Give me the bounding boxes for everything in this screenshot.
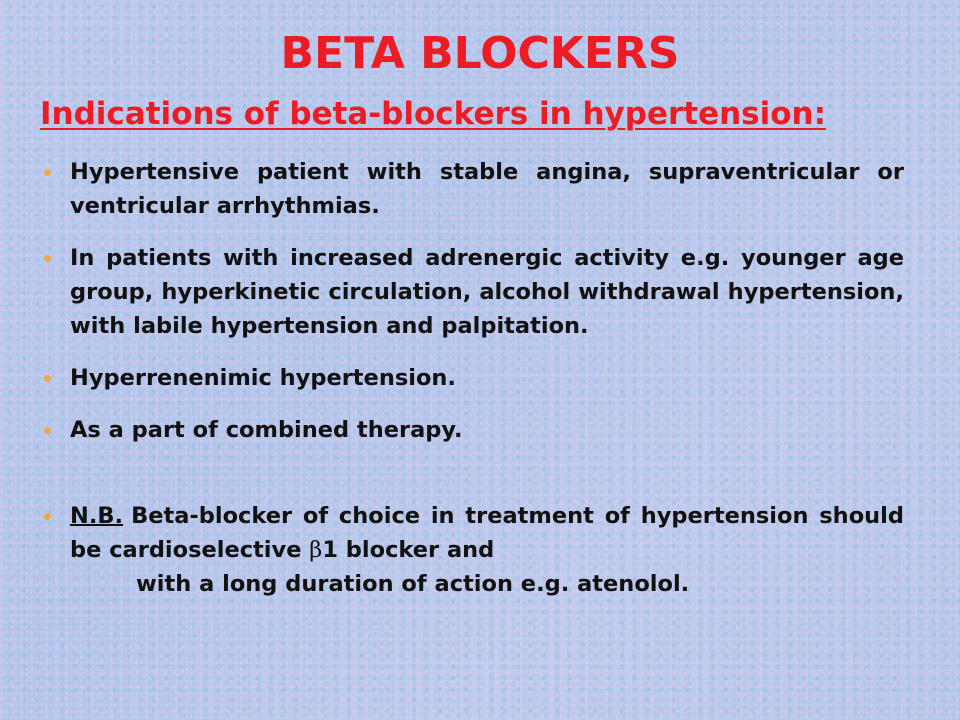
note-text: Beta-blocker of choice in treatment of hypertension should be cardioselective	[70, 503, 904, 563]
beta-symbol: β	[309, 537, 323, 563]
bullet-text: Hyperrenenimic hypertension.	[70, 365, 456, 391]
bullet-text: In patients with increased adrenergic activity e.g. younger age group, hyperkinetic circulation, alcohol withdrawal hypertension, with labile hypertension and palpitation.	[70, 245, 904, 339]
slide-title: BETA BLOCKERS	[280, 28, 680, 79]
note-continuation: with a long duration of action e.g. atenolol.	[136, 571, 690, 597]
bullet-item	[44, 413, 904, 447]
bullet-item	[44, 241, 904, 343]
note-item	[44, 499, 904, 601]
bullet-dot-icon	[44, 169, 51, 176]
bullet-item	[44, 155, 904, 223]
note-label: N.B.	[70, 503, 124, 529]
bullet-dot-icon	[44, 513, 51, 520]
bullet-dot-icon	[44, 427, 51, 434]
bullet-item	[44, 361, 904, 395]
bullet-text: Hypertensive patient with stable angina, supraventricular or ventricular arrhythmias.	[70, 159, 904, 219]
slide-subtitle: Indications of beta-blockers in hypertension:	[40, 96, 827, 132]
note-text-after: 1 blocker and	[322, 537, 495, 563]
bullet-dot-icon	[44, 255, 51, 262]
bullet-text: As a part of combined therapy.	[70, 417, 463, 443]
bullet-dot-icon	[44, 375, 51, 382]
bullet-list	[44, 155, 904, 601]
